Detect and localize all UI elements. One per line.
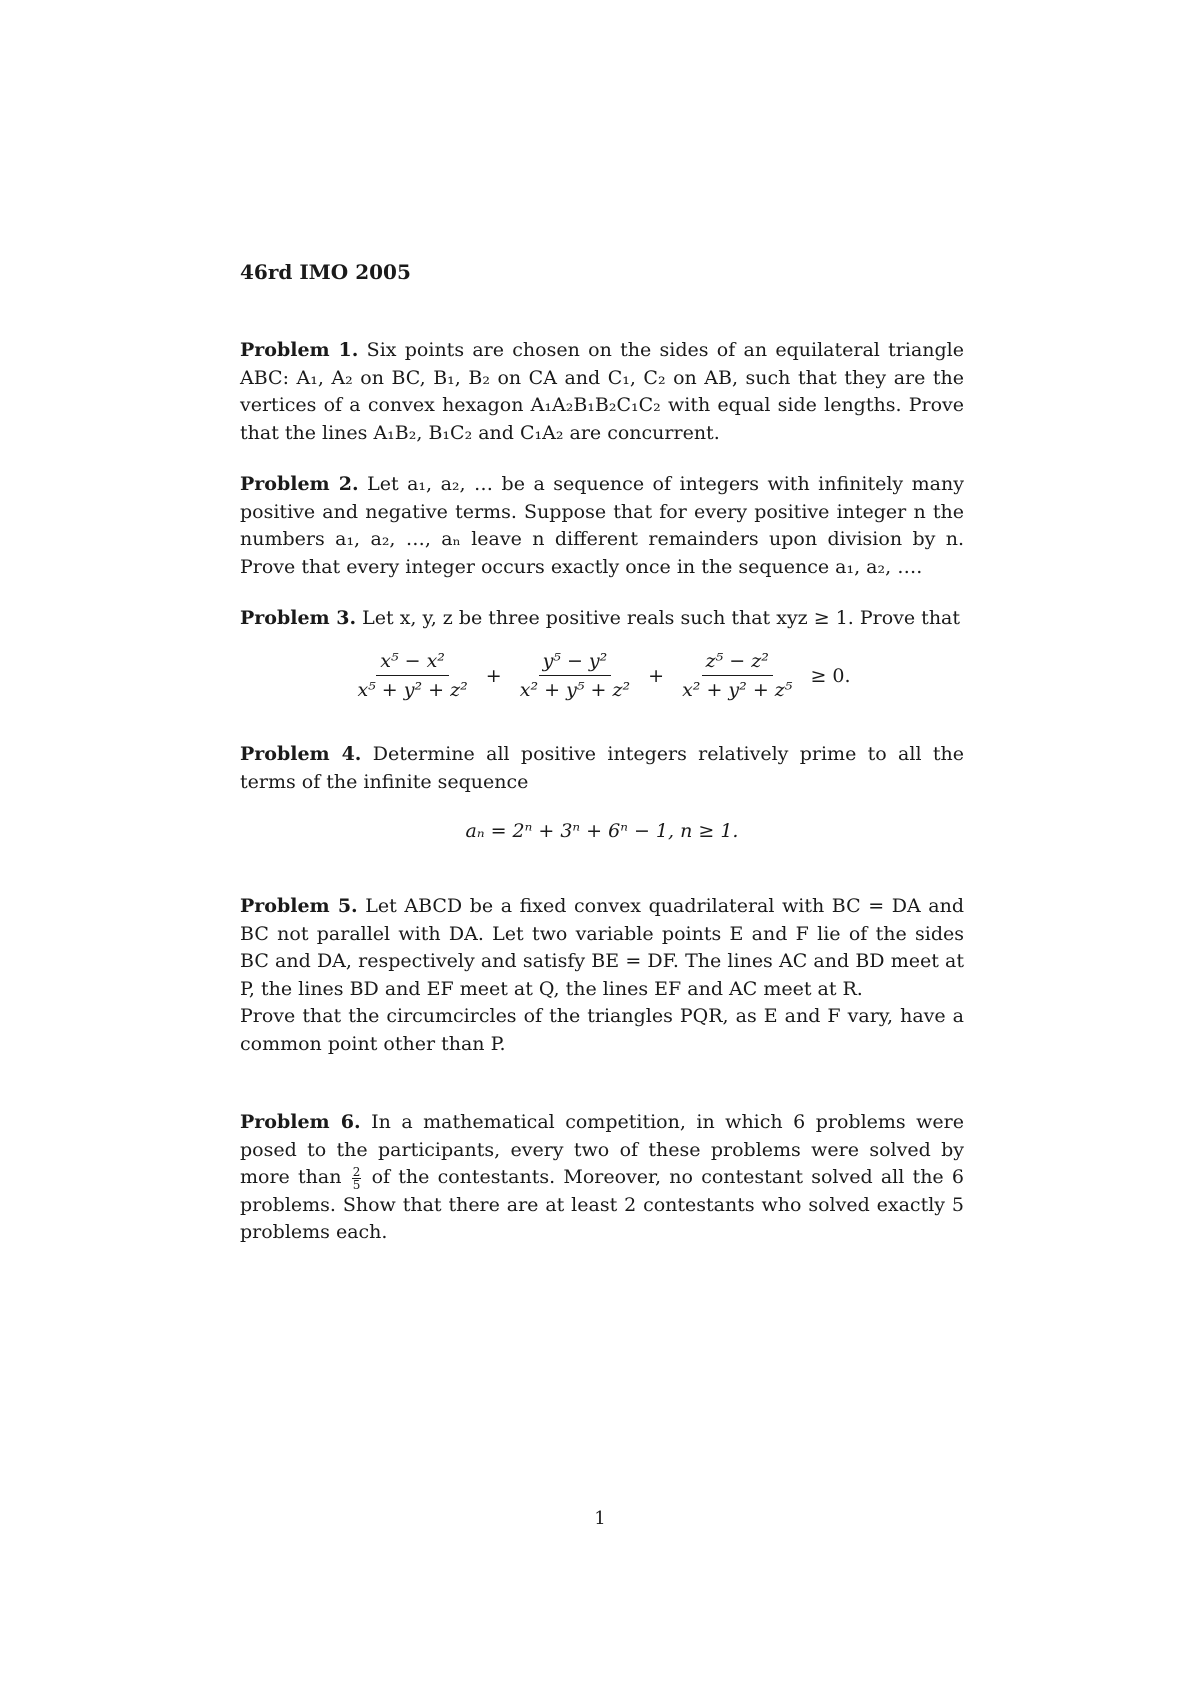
- fraction-term-2: [516, 650, 634, 701]
- problem-3-text: Let x, y, z be three positive reals such that xyz ≥ 1. Prove that: [362, 607, 961, 629]
- fraction-denominator: 5: [352, 1177, 361, 1192]
- page-number: 1: [594, 1508, 606, 1529]
- fraction-numerator: 2: [352, 1164, 361, 1179]
- problem-6-text-before: In a mathematical competition, in which 6 problems were posed to the participants, every two of these problems were solved by more than: [240, 1111, 964, 1188]
- problem-6: [240, 1109, 964, 1247]
- problem-4-label: Problem 4.: [240, 743, 362, 765]
- problem-1: [240, 337, 964, 447]
- inequality-tail: ≥ 0.: [810, 664, 851, 687]
- fraction-term-3: [678, 650, 796, 701]
- problem-5-text-2: Prove that the circumcircles of the triangles PQR, as E and F vary, have a common point other than P.: [240, 1005, 964, 1055]
- two-fifths-fraction: [352, 1166, 362, 1191]
- problem-4-sequence-formula: aₙ = 2ⁿ + 3ⁿ + 6ⁿ − 1, n ≥ 1.: [465, 820, 739, 842]
- problem-6-label: Problem 6.: [240, 1111, 361, 1133]
- problem-4-text: Determine all positive integers relatively prime to all the terms of the infinite sequence: [240, 743, 964, 793]
- problem-1-label: Problem 1.: [240, 339, 359, 361]
- fraction-term-1-denominator: x⁵ + y² + z²: [357, 679, 468, 701]
- problem-3: [240, 605, 964, 633]
- plus-sign: +: [648, 664, 665, 687]
- problem-5: [240, 893, 964, 1058]
- fraction-term-2-numerator: y⁵ − y²: [539, 650, 612, 676]
- fraction-term-2-denominator: x² + y⁵ + z²: [519, 679, 631, 701]
- fraction-term-3-denominator: x² + y² + z⁵: [682, 679, 793, 701]
- problem-3-label: Problem 3.: [240, 607, 357, 629]
- problem-3-inequality: [240, 650, 964, 714]
- problem-5-label: Problem 5.: [240, 895, 358, 917]
- problem-2: [240, 471, 964, 581]
- fraction-term-1: [353, 650, 471, 701]
- document-title: 46rd IMO 2005: [240, 260, 411, 284]
- problem-2-label: Problem 2.: [240, 473, 359, 495]
- problem-1-text: Six points are chosen on the sides of an equilateral triangle ABC: A₁, A₂ on BC, B₁, B₂ on CA and C₁, C₂ on AB, such that they are the vertices of a convex hexagon A₁A₂B₁B₂C₁C₂ with equal side lengths. Prove that the lines A₁B₂, B₁C₂ and C₁A₂ are concurrent.: [240, 339, 964, 444]
- fraction-term-1-numerator: x⁵ − x²: [376, 650, 449, 676]
- problem-6-text-after: of the contestants. Moreover, no contestant solved all the 6 problems. Show that there are at least 2 contestants who solved exactly 5 problems each.: [240, 1166, 964, 1243]
- problem-5-text: Let ABCD be a fixed convex quadrilateral with BC = DA and BC not parallel with DA. Let two variable points E and F lie of the sides BC and DA, respectively and satisfy BE = DF. The lines AC and BD meet at P, the lines BD and EF meet at Q, the lines EF and AC meet at R.: [240, 895, 965, 1000]
- problem-4: [240, 741, 964, 796]
- problem-2-text: Let a₁, a₂, … be a sequence of integers with infinitely many positive and negative terms. Suppose that for every positive integer n the numbers a₁, a₂, …, aₙ leave n different remainders upon division by n. Prove that every integer occurs exactly once in the sequence a₁, a₂, ….: [240, 473, 964, 578]
- plus-sign: +: [485, 664, 502, 687]
- fraction-term-3-numerator: z⁵ − z²: [702, 650, 773, 676]
